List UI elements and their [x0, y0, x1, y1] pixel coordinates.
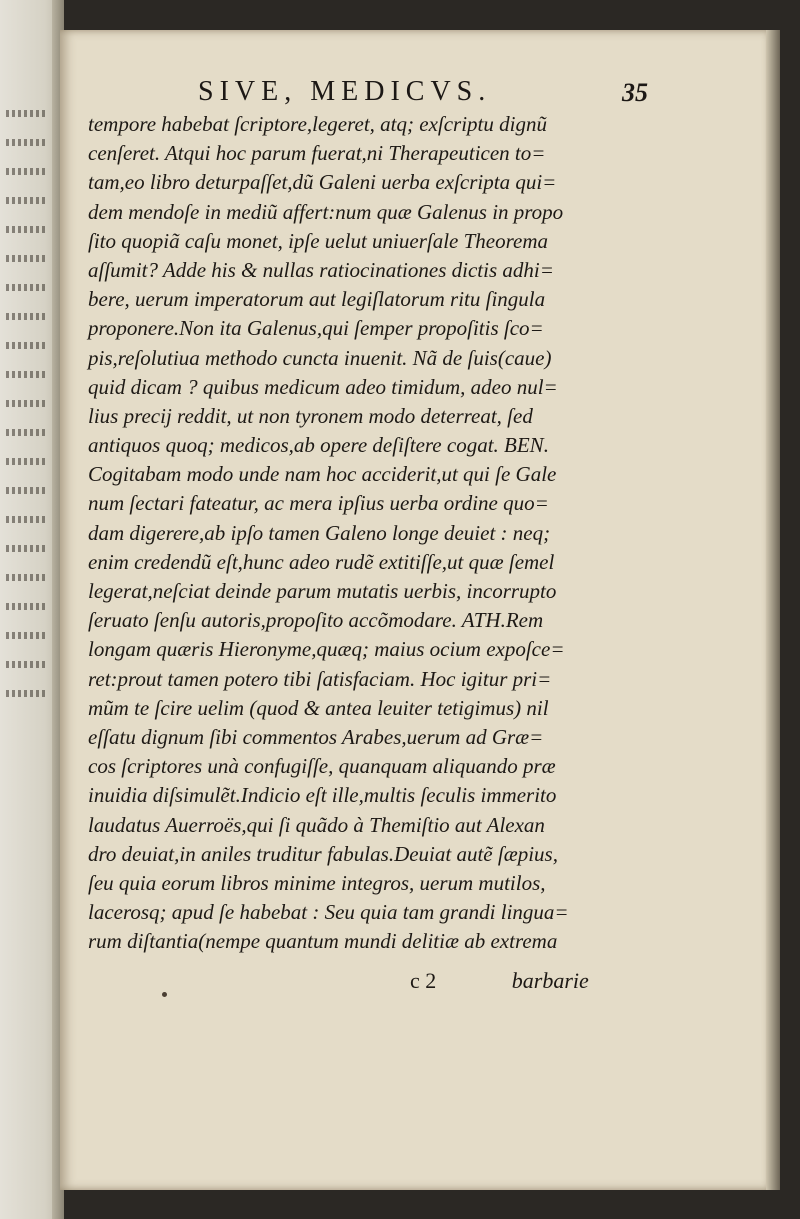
text-line: proponere.Non ita Galenus,qui ſemper propoſitis ſco= — [88, 316, 544, 341]
text-line: dem mendoſe in mediũ affert:num quæ Galenus in propo — [88, 199, 564, 224]
text-line: legerat,neſciat deinde parum mutatis uerbis, incorrupto — [88, 579, 557, 603]
page-edge-shadow — [766, 30, 780, 1190]
text-line: cos ſcriptores unà confugiſſe, quanquam aliquando præ — [88, 754, 556, 779]
signature-mark: c 2 — [410, 968, 437, 993]
text-line: lius precij reddit, ut non tyronem modo deterreat, ſed — [88, 403, 533, 428]
text-line: antiquos quoq; medicos,ab opere deſiſtere cogat. BEN. — [88, 433, 549, 458]
text-line: bere, uerum imperatorum aut legiſlatorum ritu ſingula — [88, 287, 546, 312]
page-footer — [410, 968, 589, 994]
text-line: inuidia diſsimulẽt.Indicio eſt ille,multis ſeculis immerito — [88, 783, 557, 808]
text-line: ſeu quia eorum libros minime integros, uerum mutilos, — [88, 870, 546, 895]
text-line: dro deuiat,in aniles truditur fabulas.Deuiat autẽ ſæpius, — [88, 841, 558, 866]
page-number: 35 — [622, 78, 648, 107]
text-line: enim credendũ eſt,hunc adeo rudẽ extitiſſe,ut quæ ſemel — [88, 549, 555, 574]
text-line: rum diſtantia(nempe quantum mundi delitiæ ab extrema — [88, 929, 558, 954]
text-line: Cogitabam modo unde nam hoc acciderit,ut qui ſe Gale — [88, 462, 557, 487]
text-line: eſſatu dignum ſibi commentos Arabes,uerum ad Græ= — [88, 724, 544, 749]
text-line: pis,reſolutiua methodo cuncta inuenit. Nã de ſuis(caue) — [88, 345, 552, 370]
text-line: dam digerere,ab ipſo tamen Galeno longe deuiet : neq; — [88, 520, 551, 545]
text-line: quid dicam ? quibus medicum adeo timidum, adeo nul= — [88, 374, 558, 399]
page-header — [140, 52, 760, 107]
text-line: tam,eo libro deturpaſſet,dũ Galeni uerba exſcripta qui= — [88, 170, 557, 195]
text-line: mũm te ſcire uelim (quod & antea leuiter tetigimus) nil — [88, 695, 549, 720]
text-line: lacerosq; apud ſe habebat : Seu quia tam grandi lingua= — [88, 900, 569, 925]
text-line: cenſeret. Atqui hoc parum fuerat,ni Therapeuticen to= — [88, 141, 546, 166]
ink-spot — [162, 992, 167, 997]
text-line: tempore habebat ſcriptore,legeret, atq; exſcriptu dignũ — [88, 112, 547, 136]
body-text — [88, 110, 633, 956]
catchword: barbarie — [511, 968, 589, 993]
text-line: ret:prout tamen potero tibi ſatisfaciam. Hoc igitur pri= — [88, 666, 552, 691]
facing-page-bleed-through — [6, 110, 46, 719]
text-line: ſeruato ſenſu autoris,propoſito accõmodare. ATH.Rem — [88, 608, 544, 633]
running-head: SIVE, MEDICVS. — [198, 76, 492, 107]
text-line: longam quæris Hieronyme,quæq; maius ocium expoſce= — [88, 637, 565, 662]
text-line: ſito quopiã caſu monet, ipſe uelut uniuerſale Theorema — [88, 228, 548, 253]
text-line: laudatus Auerroës,qui ſi quãdo à Themiſtio aut Alexan — [88, 812, 545, 837]
text-line: aſſumit? Adde his & nullas ratiocinationes dictis adhi= — [88, 257, 554, 282]
text-line: num ſectari fateatur, ac mera ipſius uerba ordine quo= — [88, 491, 549, 516]
